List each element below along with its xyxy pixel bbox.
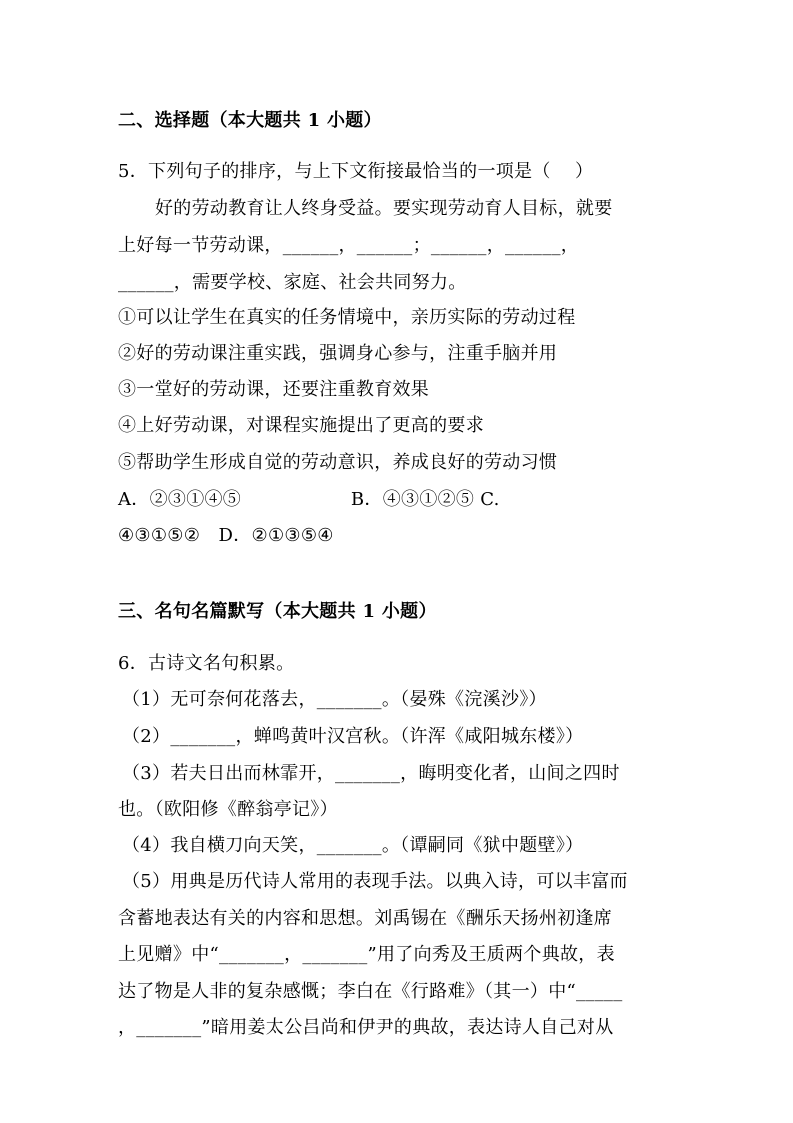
question6-item5-line4: 达了物是人非的复杂感慨；李白在《行路难》（其一）中“_____ bbox=[118, 981, 623, 1002]
question6-item3-line2: 也。（欧阳修《醉翁亭记》） bbox=[118, 799, 338, 820]
question5-options-line2: ④③①⑤② D．②①③⑤④ bbox=[118, 525, 334, 546]
question6-stem: 6．古诗文名句积累。 bbox=[118, 653, 295, 674]
question6-item1: （1）无可奈何花落去，_______。（晏殊《浣溪沙》） bbox=[122, 689, 547, 710]
question5-sentence-4: ④上好劳动课，对课程实施提出了更高的要求 bbox=[118, 415, 484, 436]
question5-options-line1: A．②③①④⑤ B．④③①②⑤ C. bbox=[118, 489, 500, 510]
question6-item5-line5: ，_______”暗用姜太公吕尚和伊尹的典故，表达诗人自己对从 bbox=[118, 1017, 614, 1038]
question5-passage-line1: 好的劳动教育让人终身受益。要实现劳动育人目标，就要 bbox=[155, 198, 613, 219]
question6-item5-line1: （5）用典是历代诗人常用的表现手法。以典入诗，可以丰富而 bbox=[122, 871, 628, 892]
question6-item5-line2: 含蓄地表达有关的内容和思想。刘禹锡在《酬乐天扬州初逢席 bbox=[118, 908, 613, 929]
question6-item4: （4）我自横刀向天笑，_______。（谭嗣同《狱中题壁》） bbox=[122, 835, 584, 856]
question5-sentence-2: ②好的劳动课注重实践，强调身心参与，注重手脑并用 bbox=[118, 343, 558, 364]
question5-stem: 5．下列句子的排序，与上下文衔接最恰当的一项是（ ） bbox=[118, 161, 594, 182]
section3-heading: 三、名句名篇默写（本大题共 1 小题） bbox=[118, 601, 437, 622]
question6-item2: （2）_______，蝉鸣黄叶汉宫秋。（许浑《咸阳城东楼》） bbox=[122, 726, 584, 747]
question5-sentence-1: ①可以让学生在真实的任务情境中，亲历实际的劳动过程 bbox=[118, 307, 576, 328]
question5-sentence-3: ③一堂好的劳动课，还要注重教育效果 bbox=[118, 379, 430, 400]
question6-item3-line1: （3）若夫日出而林霏开，_______，晦明变化者，山间之四时 bbox=[122, 763, 620, 784]
question5-passage-line2: 上好每一节劳动课，______，______；______，______， bbox=[118, 235, 580, 256]
question5-passage-line3: ______，需要学校、家庭、社会共同努力。 bbox=[118, 272, 467, 293]
question6-item5-line3: 上见赠》中“_______，_______”用了向秀及王质两个典故，表 bbox=[118, 944, 615, 965]
section2-heading: 二、选择题（本大题共 1 小题） bbox=[118, 110, 382, 131]
question5-sentence-5: ⑤帮助学生形成自觉的劳动意识，养成良好的劳动习惯 bbox=[118, 452, 558, 473]
